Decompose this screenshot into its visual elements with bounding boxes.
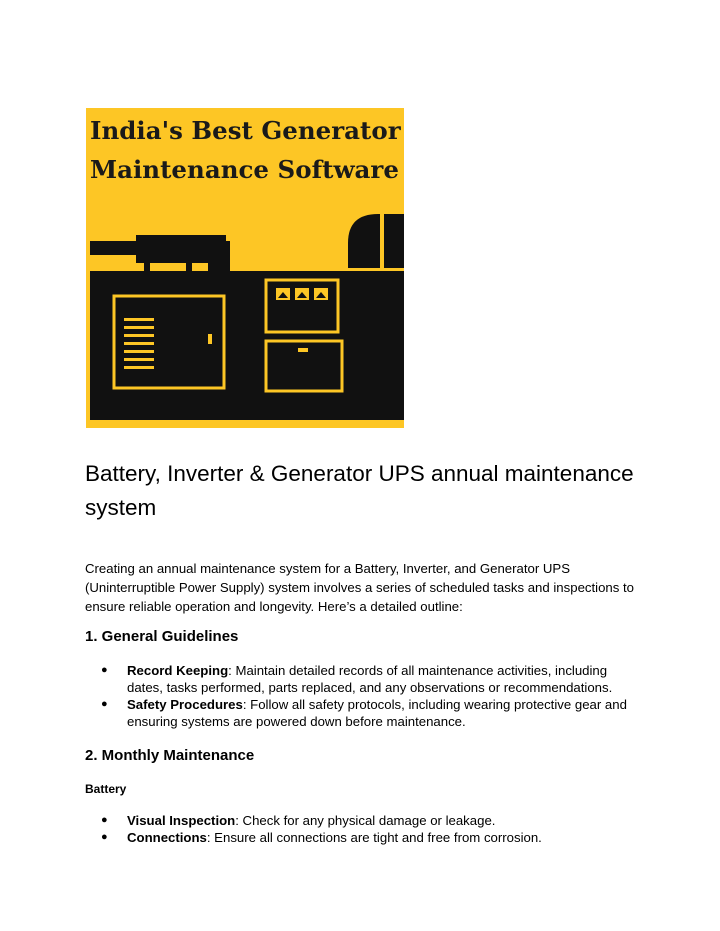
list-item	[85, 662, 645, 696]
section-heading-monthly-maintenance: 2. Monthly Maintenance	[85, 747, 255, 764]
list-item-text: : Ensure all connections are tight and free from corrosion.	[206, 830, 542, 845]
section-heading-general-guidelines: 1. General Guidelines	[85, 628, 239, 645]
list-item-term: Safety Procedures	[127, 697, 243, 712]
bullet-icon: ●	[101, 698, 108, 710]
list-item-text: : Maintain detailed records of all maintenance activities, including dates, tasks performed, parts replaced, and any observations or recommendations.	[127, 663, 613, 695]
list-item-term: Visual Inspection	[127, 813, 236, 828]
list-item	[85, 829, 645, 846]
bullet-icon: ●	[101, 814, 108, 826]
battery-monthly-list	[85, 812, 645, 846]
list-item	[85, 812, 645, 829]
document-title: Battery, Inverter & Generator UPS annual maintenance system	[85, 461, 634, 520]
bullet-icon: ●	[101, 831, 108, 843]
banner-title-line-1: India's Best Generator	[90, 116, 401, 145]
banner-image	[86, 108, 404, 428]
banner-title-line-2: Maintenance Software	[90, 155, 399, 184]
list-item-text: : Check for any physical damage or leakage.	[235, 813, 496, 828]
intro-paragraph: Creating an annual maintenance system for a Battery, Inverter, and Generator UPS (Uninterruptible Power Supply) system involves a series of scheduled tasks and inspections to ensure reliable operation and longevity. Here’s a detailed outline:	[85, 561, 635, 614]
general-guidelines-list	[85, 662, 645, 730]
list-item	[85, 696, 645, 730]
subheading-battery: Battery	[85, 782, 127, 796]
list-item-term: Record Keeping	[127, 663, 229, 678]
banner-title	[90, 111, 402, 189]
list-item-term: Connections	[127, 830, 207, 845]
list-item-text: : Follow all safety protocols, including wearing protective gear and ensuring systems are powered down before maintenance.	[127, 697, 627, 729]
bullet-icon: ●	[101, 664, 108, 676]
